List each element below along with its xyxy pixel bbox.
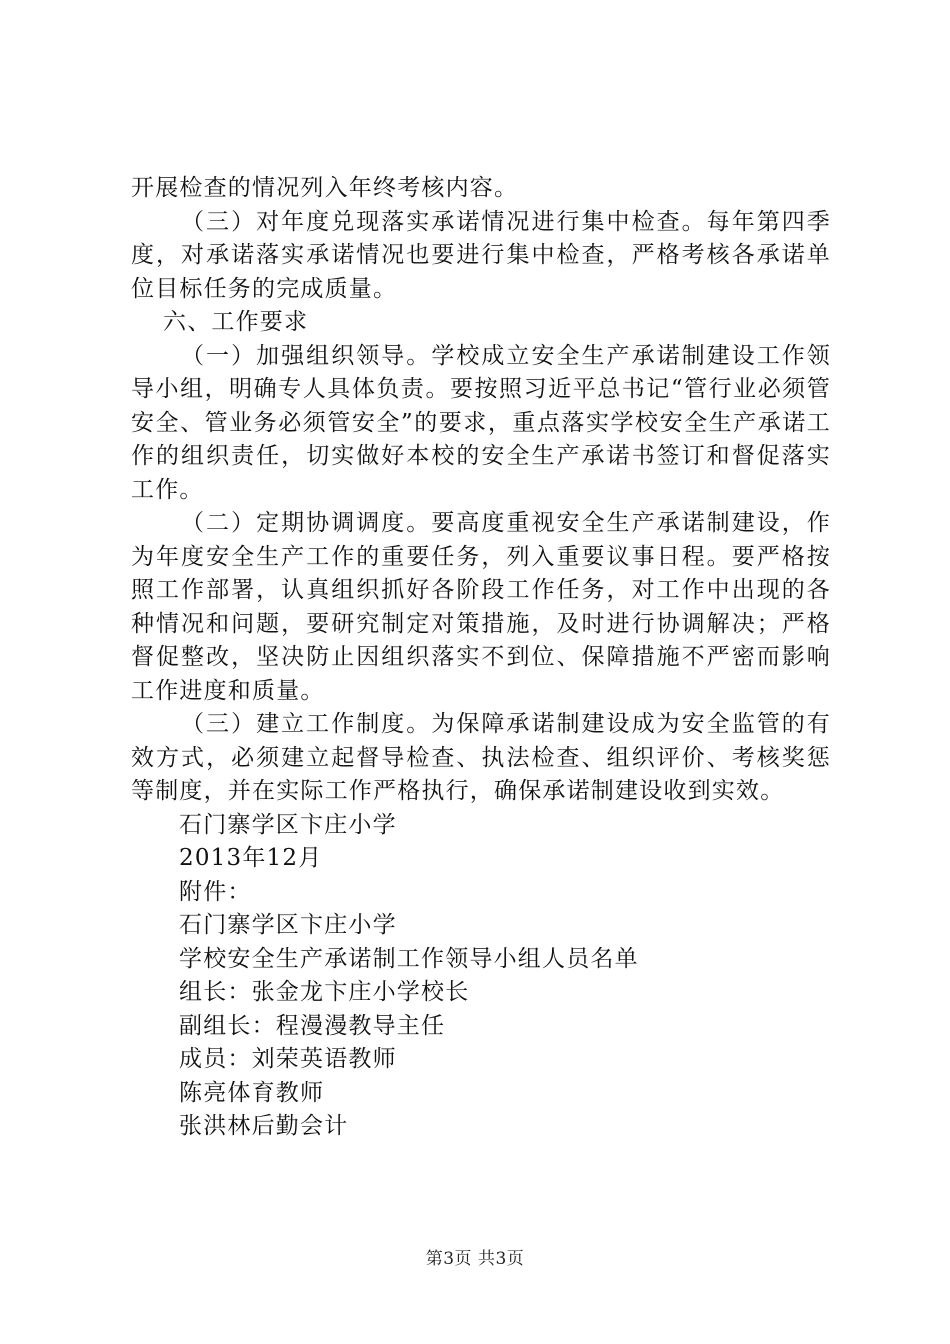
paragraph-regular-coordination: （二）定期协调调度。要高度重视安全生产承诺制建设，作为年度安全生产工作的重要任务，列入重要议事日程。要严格按照工作部署，认真组织抓好各阶段工作任务，对工作中出现的各种情况和问题，要研究制定对策措施，及时进行协调解决；严格督促整改，坚决防止因组织落实不到位、保障措施不严密而影响工作进度和质量。 (131, 510, 831, 704)
paragraph-organization-leadership: （一）加强组织领导。学校成立安全生产承诺制建设工作领导小组，明确专人具体负责。要按照习近平总书记“管行业必须管安全、管业务必须管安全”的要求，重点落实学校安全生产承诺工作的组织责任，切实做好本校的安全生产承诺书签订和督促落实工作。 (131, 342, 831, 503)
paragraph-annual-inspection: （三）对年度兑现落实承诺情况进行集中检查。每年第四季度，对承诺落实承诺情况也要进行集中检查，严格考核各承诺单位目标任务的完成质量。 (131, 208, 831, 302)
member-line: 副组长：程漫漫教导主任 (179, 1012, 446, 1039)
attachment-title: 学校安全生产承诺制工作领导小组人员名单 (179, 945, 639, 972)
signature-date: 2013年12月 (179, 845, 323, 871)
member-line: 陈亮体育教师 (179, 1079, 325, 1106)
member-line: 张洪林后勤会计 (179, 1113, 349, 1139)
paragraph-continuation: 开展检查的情况列入年终考核内容。 (131, 175, 519, 201)
page-footer: 第3页 共3页 (425, 1249, 525, 1269)
section-heading-work-requirements: 六、工作要求 (163, 309, 309, 335)
member-line: 组长：张金龙卞庄小学校长 (179, 979, 470, 1005)
attachment-school: 石门寨学区卞庄小学 (179, 912, 397, 938)
attachment-label: 附件： (179, 878, 252, 905)
document-body (131, 172, 831, 1144)
signature-school: 石门寨学区卞庄小学 (179, 811, 397, 838)
paragraph-work-system: （三）建立工作制度。为保障承诺制建设成为安全监管的有效方式，必须建立起督导检查、执法检查、组织评价、考核奖惩等制度，并在实际工作严格执行，确保承诺制建设收到实效。 (131, 711, 831, 804)
member-line: 成员：刘荣英语教师 (179, 1046, 397, 1072)
